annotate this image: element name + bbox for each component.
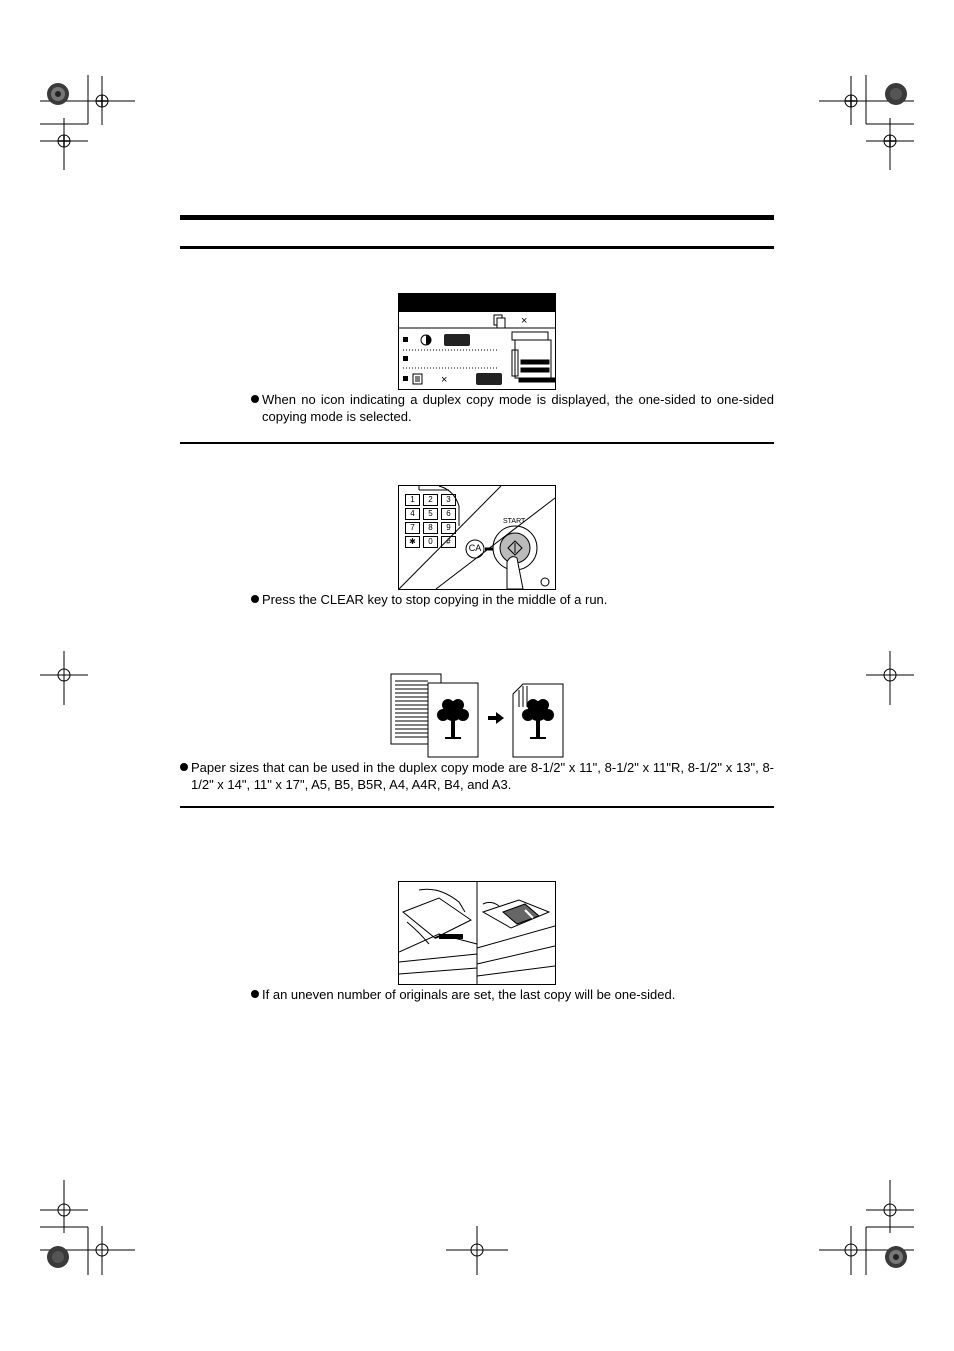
- loading-originals-figure: [398, 881, 556, 985]
- key-8: 8: [423, 522, 438, 534]
- key-0: 0: [423, 536, 438, 548]
- note-clear-key: Press the CLEAR key to stop copying in the middle of a run.: [262, 591, 774, 608]
- control-panel-figure: [398, 485, 556, 590]
- key-1: 1: [405, 494, 420, 506]
- key-hash: #: [441, 536, 456, 548]
- clear-all-key-label: CA: [468, 543, 482, 553]
- header-rule-thin: [180, 246, 774, 249]
- header-rule-thick: [180, 215, 774, 220]
- start-key-label: START: [503, 518, 526, 525]
- key-star: ✱: [405, 536, 420, 548]
- key-5: 5: [423, 508, 438, 520]
- bullet-icon: [251, 395, 259, 403]
- bullet-icon: [180, 763, 188, 771]
- note-one-sided-mode: When no icon indicating a duplex copy mode is displayed, the one-sided to one-sided copying mode is selected.: [262, 391, 774, 425]
- lcd-display-figure: [398, 293, 556, 390]
- key-2: 2: [423, 494, 438, 506]
- lcd-display-drawing: [399, 294, 555, 389]
- copy-count-icon: [494, 315, 505, 328]
- multiply-sign-bottom: ×: [441, 374, 448, 386]
- section-divider-2: [180, 806, 774, 808]
- multiply-sign-top: ×: [521, 315, 528, 327]
- key-3: 3: [441, 494, 456, 506]
- key-6: 6: [441, 508, 456, 520]
- note-paper-sizes: Paper sizes that can be used in the duplex copy mode are 8-1/2" x 11", 8-1/2" x 11"R, 8-1/2" x 13", 8-1/2" x 14", 11" x 17", A5, B5, B5R, A4, A4R, B4, and A3.: [191, 759, 774, 793]
- loading-originals-drawing: [399, 882, 555, 984]
- duplex-originals-figure: [390, 673, 566, 758]
- note-uneven-originals: If an uneven number of originals are set, the last copy will be one-sided.: [262, 986, 774, 1003]
- key-4: 4: [405, 508, 420, 520]
- arrow-right-icon: [488, 712, 504, 724]
- key-7: 7: [405, 522, 420, 534]
- duplex-originals-drawing: [390, 673, 566, 758]
- section-divider-1: [180, 442, 774, 444]
- bullet-icon: [251, 990, 259, 998]
- copier-icon: [512, 332, 555, 382]
- bullet-icon: [251, 595, 259, 603]
- key-9: 9: [441, 522, 456, 534]
